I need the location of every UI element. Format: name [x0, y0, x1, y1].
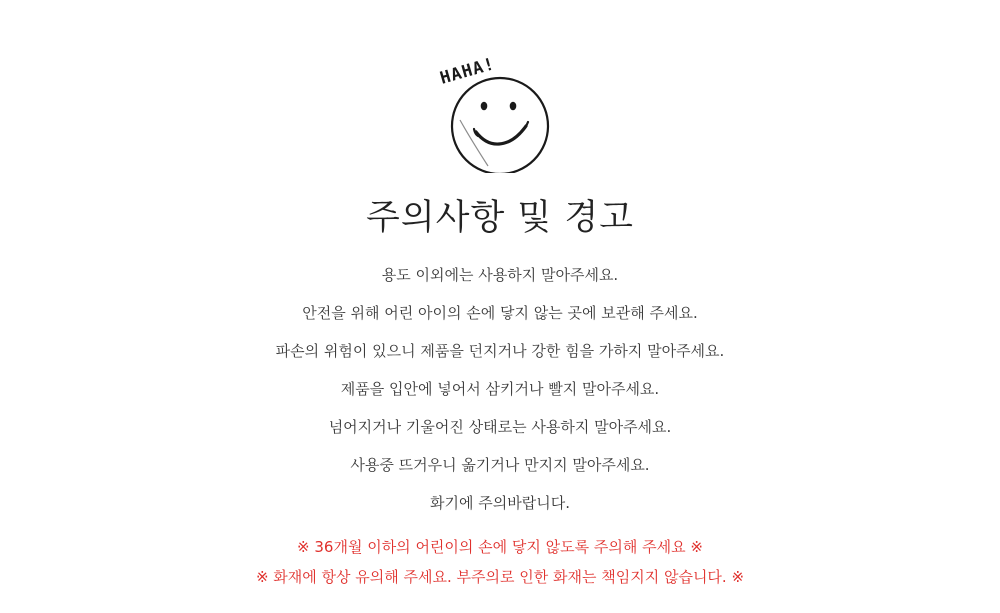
notice-item: 제품을 입안에 넣어서 삼키거나 빨지 말아주세요. — [340, 380, 660, 398]
notice-item: 화기에 주의바랍니다. — [430, 494, 570, 512]
warning-item: ※ 화재에 항상 유의해 주세요. 부주의로 인한 화재는 책임지지 않습니다. ※ — [255, 568, 745, 586]
notice-item: 파손의 위험이 있으니 제품을 던지거나 강한 힘을 가하지 말아주세요. — [275, 342, 725, 360]
notice-list — [0, 262, 1000, 528]
smiley-face-icon — [430, 48, 560, 173]
page-title: 주의사항 및 경고 — [366, 198, 634, 238]
notice-item: 넘어지거나 기울어진 상태로는 사용하지 말아주세요. — [328, 418, 672, 436]
warning-item: ※ 36개월 이하의 어린이의 손에 닿지 않도록 주의해 주세요 ※ — [297, 538, 703, 556]
notice-item: 용도 이외에는 사용하지 말아주세요. — [381, 266, 619, 284]
haha-smiley-logo — [430, 48, 560, 173]
warning-list — [0, 535, 1000, 595]
notice-item: 사용중 뜨거우니 옮기거나 만지지 말아주세요. — [350, 456, 650, 474]
logo-haha-text: HAHA! — [437, 54, 498, 89]
notice-item: 안전을 위해 어린 아이의 손에 닿지 않는 곳에 보관해 주세요. — [302, 304, 698, 322]
